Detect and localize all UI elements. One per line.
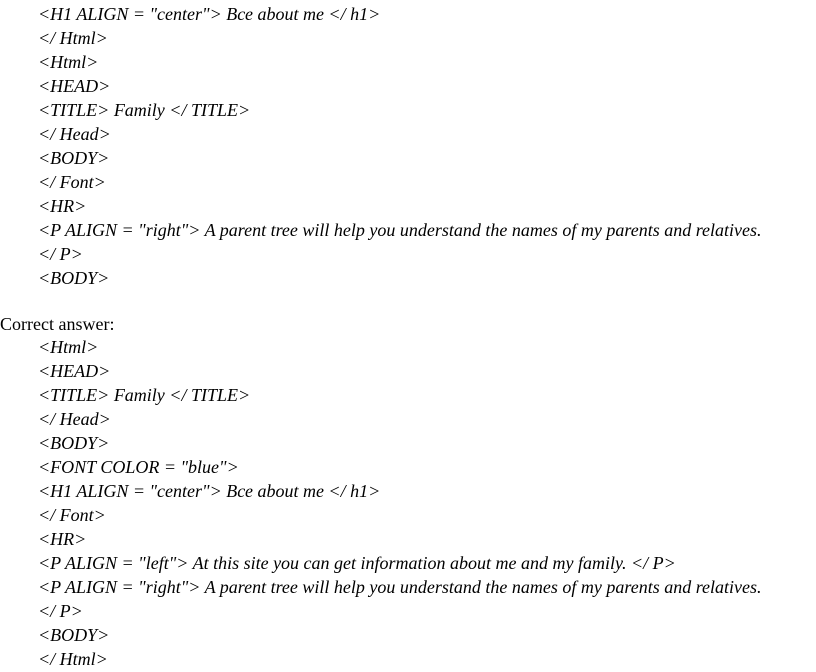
- code-line: <BODY>: [38, 625, 110, 645]
- code-line: <HEAD>: [38, 361, 111, 381]
- code-line: <H1 ALIGN = "center"> Все about me </ h1>: [38, 4, 381, 24]
- code-line: </ Font>: [38, 172, 106, 192]
- code-line: </ P>: [38, 601, 83, 621]
- code-line: <H1 ALIGN = "center"> Все about me </ h1>: [38, 481, 381, 501]
- code-line: <BODY>: [38, 148, 110, 168]
- code-line: <HR>: [38, 529, 87, 549]
- code-line: </ Html>: [38, 649, 108, 669]
- correct-answer-label: Correct answer:: [0, 314, 115, 334]
- code-line: <BODY>: [38, 433, 110, 453]
- code-line: <BODY>: [38, 268, 110, 288]
- code-line: <HEAD>: [38, 76, 111, 96]
- code-line: <P ALIGN = "right"> A parent tree will help you understand the names of my parents and relatives.: [38, 577, 762, 597]
- code-line: <TITLE> Family </ TITLE>: [38, 100, 251, 120]
- code-line: <HR>: [38, 196, 87, 216]
- code-line: <P ALIGN = "right"> A parent tree will help you understand the names of my parents and relatives.: [38, 220, 762, 240]
- code-line: <FONT COLOR = "blue">: [38, 457, 239, 477]
- code-line: <P ALIGN = "left"> At this site you can get information about me and my family. </ P>: [38, 553, 676, 573]
- code-line: <TITLE> Family </ TITLE>: [38, 385, 251, 405]
- code-line: <Html>: [38, 52, 99, 72]
- code-line: </ P>: [38, 244, 83, 264]
- code-line: <Html>: [38, 337, 99, 357]
- code-line: </ Font>: [38, 505, 106, 525]
- answer-code-block: [0, 335, 762, 671]
- code-line: </ Head>: [38, 124, 111, 144]
- code-line: </ Html>: [38, 28, 108, 48]
- question-code-block: [0, 2, 762, 290]
- code-line: </ Head>: [38, 409, 111, 429]
